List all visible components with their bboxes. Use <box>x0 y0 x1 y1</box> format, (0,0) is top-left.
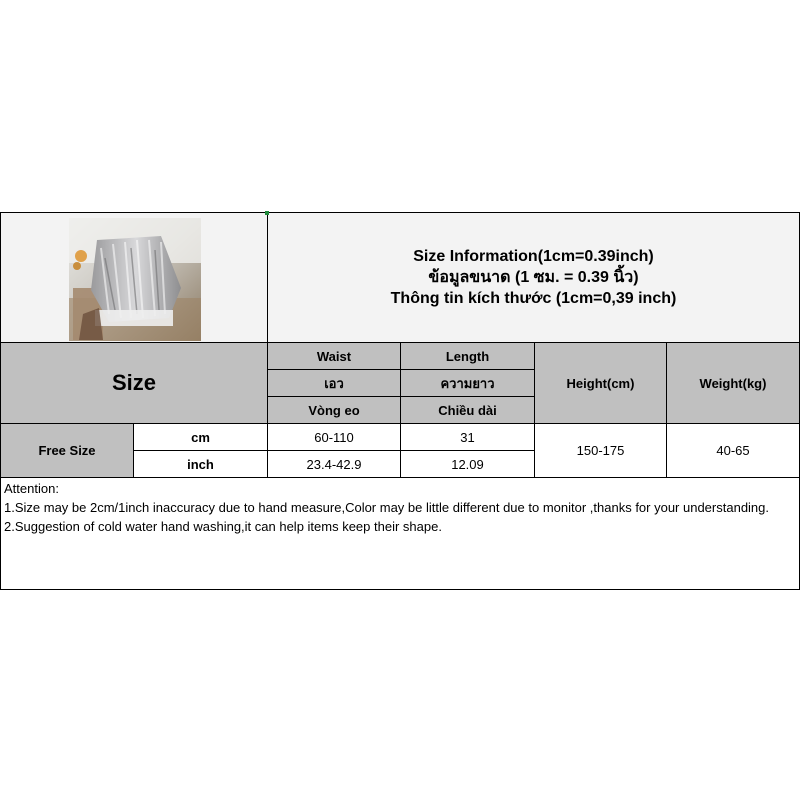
waist-header-th <box>267 369 401 397</box>
corner-marker <box>265 211 269 215</box>
length-header-en <box>400 342 535 370</box>
waist-inch-cell <box>267 450 401 478</box>
weight-header <box>666 342 800 424</box>
height-value: 150-175 <box>576 443 625 458</box>
height-value-cell <box>534 423 667 478</box>
waist-inch-value: 23.4-42.9 <box>306 456 362 472</box>
title-thai: ข้อมูลขนาด (1 ซม. = 0.39 นิ้ว) <box>428 269 639 286</box>
length-label-vi: Chiều dài <box>438 402 497 418</box>
weight-value-cell <box>666 423 800 478</box>
waist-label-vi: Vòng eo <box>308 402 360 418</box>
weight-label: Weight(kg) <box>699 375 767 391</box>
unit-inch-cell <box>133 450 268 478</box>
length-cm-value: 31 <box>460 429 475 445</box>
waist-cm-cell <box>267 423 401 451</box>
unit-inch: inch <box>187 456 214 472</box>
size-chart-table <box>0 212 800 590</box>
height-label: Height(cm) <box>566 375 635 391</box>
title-english: Size Information(1cm=0.39inch) <box>413 248 654 265</box>
size-name-cell <box>0 423 134 478</box>
length-header-th <box>400 369 535 397</box>
skirt-photo-image <box>69 218 201 341</box>
waist-header-vi <box>267 396 401 424</box>
unit-cm: cm <box>191 429 210 445</box>
attention-note-1: 1.Size may be 2cm/1inch inaccuracy due to hand measure,Color may be little different due to monitor ,thanks for your understanding. <box>4 500 770 515</box>
title-vietnamese: Thông tin kích thước (1cm=0,39 inch) <box>390 290 677 307</box>
size-header-label: Size <box>111 370 157 395</box>
height-header <box>534 342 667 424</box>
length-label-en: Length <box>445 348 490 364</box>
waist-cm-value: 60-110 <box>314 429 354 445</box>
waist-label-th: เอว <box>324 375 344 391</box>
attention-notes <box>0 477 800 590</box>
unit-cm-cell <box>133 423 268 451</box>
length-label-th: ความยาว <box>440 375 495 391</box>
length-cm-cell <box>400 423 535 451</box>
length-header-vi <box>400 396 535 424</box>
waist-label-en: Waist <box>316 348 352 364</box>
length-inch-cell <box>400 450 535 478</box>
waist-header-en <box>267 342 401 370</box>
size-header <box>0 342 268 424</box>
product-photo <box>69 218 201 341</box>
weight-value: 40-65 <box>716 443 750 458</box>
attention-heading: Attention: <box>4 481 59 496</box>
attention-note-2: 2.Suggestion of cold water hand washing,it can help items keep their shape. <box>4 519 442 534</box>
size-name: Free Size <box>38 443 96 458</box>
size-information-title <box>267 212 800 343</box>
length-inch-value: 12.09 <box>451 456 484 472</box>
product-photo-cell <box>0 212 268 343</box>
